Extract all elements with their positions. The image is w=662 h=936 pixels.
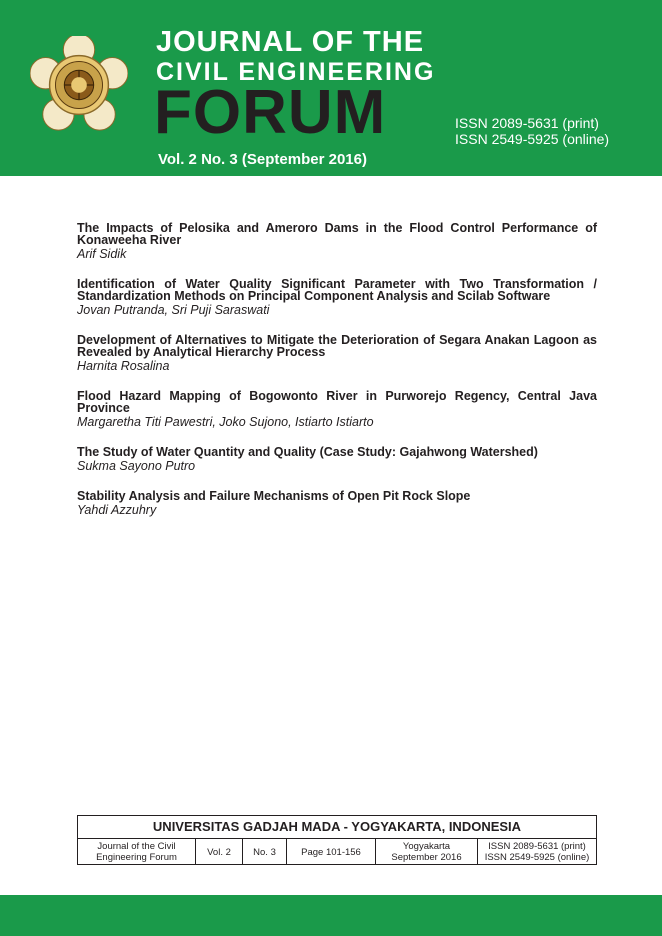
table-of-contents: [77, 222, 597, 534]
article-entry: [77, 490, 597, 518]
issn-cell: ISSN 2089-5631 (print) ISSN 2549-5925 (online): [484, 841, 590, 863]
article-authors: Jovan Putranda, Sri Puji Saraswati: [77, 303, 270, 317]
volume-cell: Vol. 2: [196, 839, 243, 865]
number-cell: No. 3: [243, 839, 287, 865]
university-header: UNIVERSITAS GADJAH MADA - YOGYAKARTA, INDONESIA: [78, 816, 596, 839]
article-authors: Arif Sidik: [77, 247, 127, 261]
journal-name-cell: Journal of the Civil Engineering Forum: [78, 839, 196, 865]
article-entry: [77, 222, 597, 262]
article-title[interactable]: The Study of Water Quantity and Quality (Case Study: Gajahwong Watershed): [77, 445, 538, 459]
article-title[interactable]: Stability Analysis and Failure Mechanisms of Open Pit Rock Slope: [77, 489, 471, 503]
issn-online: ISSN 2549-5925 (online): [455, 131, 610, 147]
article-authors: Margaretha Titi Pawestri, Joko Sujono, Istiarto Istiarto: [77, 415, 374, 429]
journal-title-line2: CIVIL ENGINEERING: [156, 58, 436, 86]
volume-issue: Vol. 2 No. 3 (September 2016): [158, 151, 367, 168]
issn-print: ISSN 2089-5631 (print): [455, 115, 599, 131]
article-authors: Harnita Rosalina: [77, 359, 170, 373]
ugm-seal-icon: [30, 36, 128, 134]
publication-info-box: [77, 815, 597, 865]
article-entry: [77, 446, 597, 474]
journal-title-forum: FORUM: [154, 78, 387, 147]
article-authors: Yahdi Azzuhry: [77, 503, 157, 517]
article-entry: [77, 334, 597, 374]
footer-band: [0, 895, 662, 936]
article-entry: [77, 390, 597, 430]
article-title[interactable]: Flood Hazard Mapping of Bogowonto River in Purworejo Regency, Central Java Province: [77, 389, 597, 415]
header-band: [0, 0, 662, 176]
article-title[interactable]: Development of Alternatives to Mitigate the Deterioration of Segara Anakan Lagoon as Revealed by Analytical Hierarchy Process: [77, 333, 597, 359]
article-entry: [77, 278, 597, 318]
place-date-cell: Yogyakarta September 2016: [376, 839, 478, 865]
article-title[interactable]: Identification of Water Quality Significant Parameter with Two Transformation / Standardization Methods on Principal Component Analysis and Scilab Software: [77, 277, 597, 303]
article-title[interactable]: The Impacts of Pelosika and Ameroro Dams in the Flood Control Performance of Konaweeha River: [77, 221, 597, 247]
pages-cell: Page 101-156: [287, 839, 376, 865]
journal-title-line1: JOURNAL OF THE: [156, 26, 425, 58]
article-authors: Sukma Sayono Putro: [77, 459, 196, 473]
publication-info-row: [78, 839, 596, 865]
